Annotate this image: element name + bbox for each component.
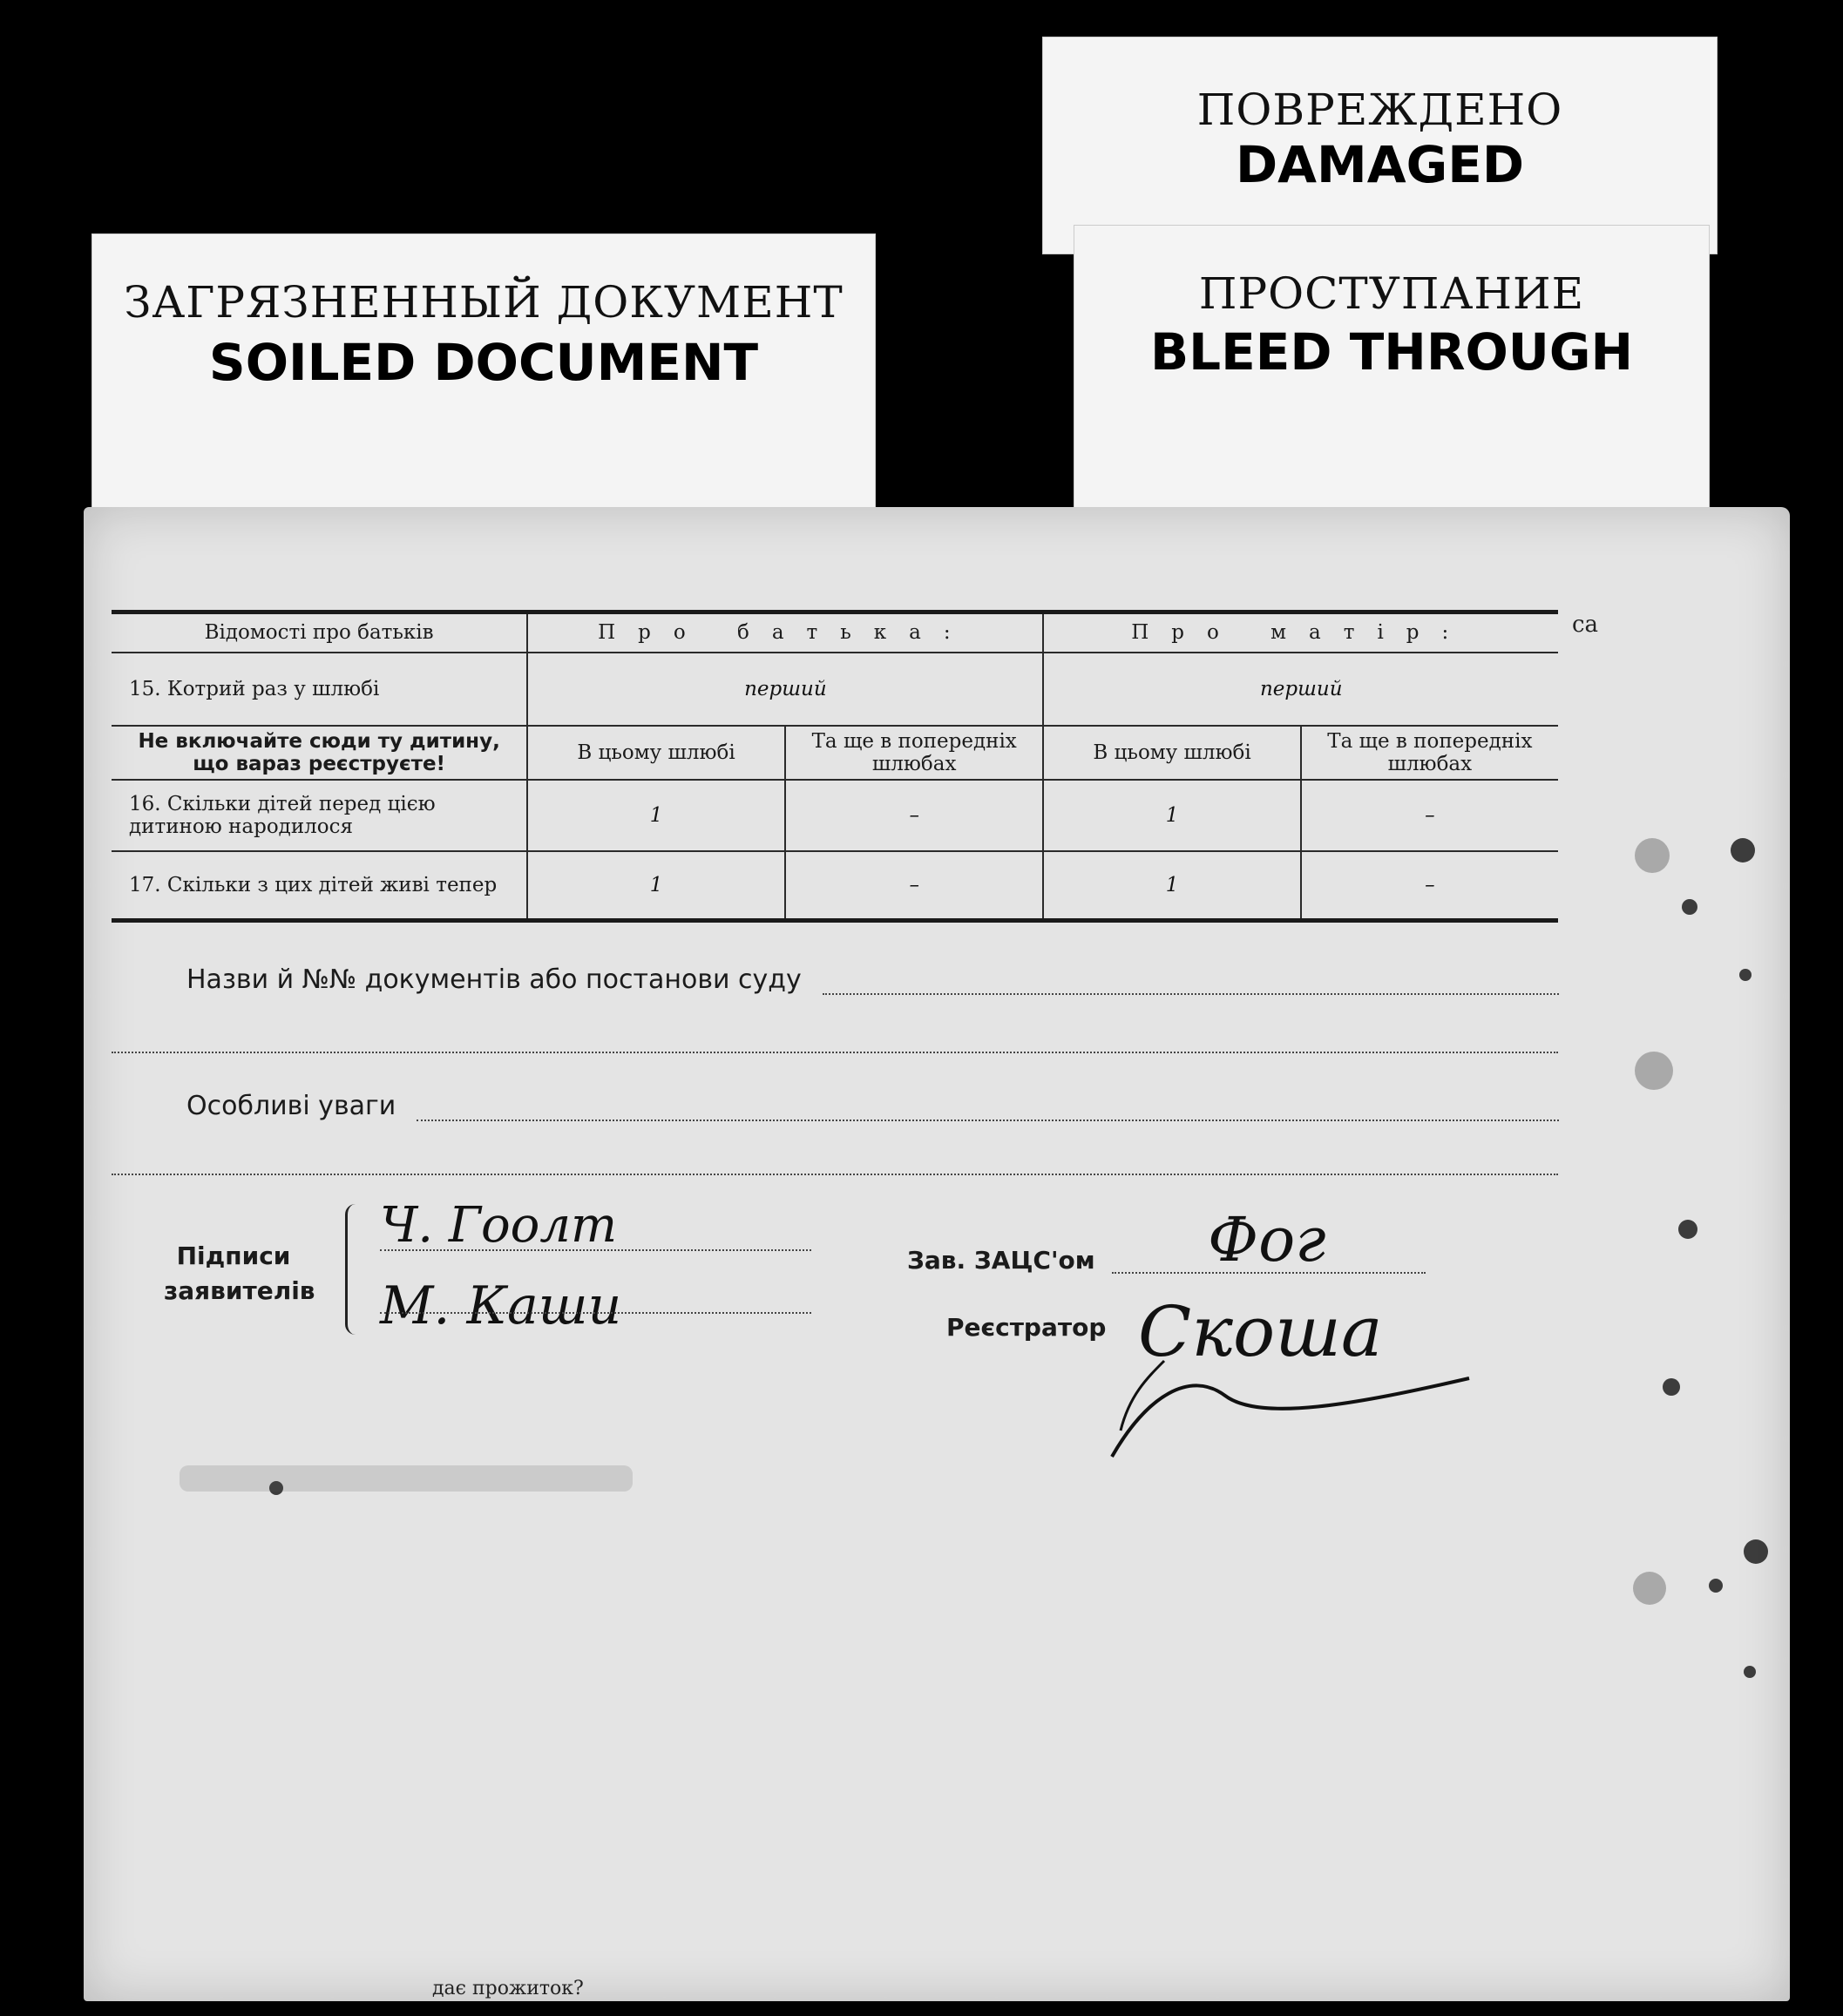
- bleed-label-en: BLEED THROUGH: [1149, 322, 1634, 382]
- head-registry-label: Зав. ЗАЦС'ом: [907, 1246, 1095, 1275]
- row16-value: 1: [1043, 780, 1300, 851]
- soiled-document-label: [91, 233, 876, 512]
- stain-mark: [180, 1465, 633, 1492]
- damaged-label-ru: ПОВРЕЖДЕНО: [1196, 85, 1563, 135]
- damaged-label-en: DAMAGED: [1235, 135, 1524, 194]
- footer-question: дає прожиток?: [432, 1978, 584, 1999]
- row17-label: 17. Скільки з цих дітей живі тепер: [112, 851, 527, 921]
- applicants-label-line2: заявителів: [164, 1276, 315, 1305]
- row17-value: 1: [1043, 851, 1300, 921]
- signature-line: [1112, 1272, 1426, 1274]
- applicant-signature-1: Ч. Гоолт: [380, 1197, 618, 1254]
- stain-mark: [1635, 1052, 1673, 1090]
- documents-dotted-line: [823, 991, 1559, 995]
- row17-value: –: [785, 851, 1044, 921]
- applicant-signature-2: М. Каши: [380, 1275, 622, 1336]
- document-page: [84, 507, 1790, 2001]
- stain-mark: [1744, 1539, 1768, 1564]
- row15-mother-value: перший: [1043, 653, 1558, 726]
- registrar-label: Реєстратор: [946, 1313, 1107, 1342]
- parents-info-table: [112, 610, 1558, 923]
- corner-mark: са: [1572, 612, 1599, 638]
- stain-mark: [1633, 1572, 1666, 1605]
- dotted-line: [112, 1174, 1558, 1175]
- row16-value: –: [1301, 780, 1558, 851]
- signature-brace: [345, 1204, 365, 1335]
- header-mother: Про матір:: [1043, 612, 1558, 653]
- sub-father-previous-marriages: Та ще в попередніх шлюбах: [785, 726, 1044, 780]
- stain-mark: [1731, 838, 1755, 863]
- remarks-line: [186, 1091, 1559, 1121]
- row17-value: –: [1301, 851, 1558, 921]
- sub-mother-previous-marriages: Та ще в попередніх шлюбах: [1301, 726, 1558, 780]
- stain-mark: [1678, 1220, 1697, 1239]
- stain-mark: [1682, 899, 1697, 915]
- documents-label: Назви й №№ документів або постанови суду: [186, 964, 802, 995]
- stain-mark: [1709, 1579, 1723, 1593]
- stain-mark: [1739, 969, 1752, 981]
- dotted-line: [112, 1052, 1558, 1053]
- header-parents-info: Відомості про батьків: [112, 612, 527, 653]
- registrar-signature: Скоша: [1138, 1291, 1383, 1372]
- soiled-label-ru: ЗАГРЯЗНЕННЫЙ ДОКУМЕНТ: [124, 277, 844, 328]
- row16-value: –: [785, 780, 1044, 851]
- stain-mark: [1663, 1378, 1680, 1396]
- applicants-signature-label: [164, 1239, 315, 1309]
- sub-father-this-marriage: В цьому шлюбі: [527, 726, 785, 780]
- head-signature: Фог: [1208, 1204, 1326, 1275]
- row15-father-value: перший: [527, 653, 1043, 726]
- header-father: Про батька:: [527, 612, 1043, 653]
- remarks-label: Особливі уваги: [186, 1091, 396, 1121]
- signature-flourish: [1094, 1343, 1487, 1465]
- damaged-label: [1042, 37, 1718, 254]
- row16-label: 16. Скільки дітей перед цією дитиною народилося: [112, 780, 527, 851]
- documents-line: [186, 964, 1559, 995]
- bleed-label-ru: ПРОСТУПАНИЕ: [1198, 268, 1585, 319]
- exclude-child-note: Не включайте сюди ту дитину, що вараз реєструєте!: [112, 726, 527, 780]
- stain-mark: [1635, 838, 1670, 873]
- soiled-label-en: SOILED DOCUMENT: [208, 333, 759, 392]
- row16-value: 1: [527, 780, 785, 851]
- signature-line: [380, 1312, 811, 1314]
- remarks-dotted-line: [417, 1118, 1559, 1121]
- sub-mother-this-marriage: В цьому шлюбі: [1043, 726, 1300, 780]
- bleed-through-label: [1074, 225, 1710, 508]
- applicants-label-line1: Підписи: [176, 1241, 291, 1270]
- stain-mark: [1744, 1666, 1756, 1678]
- signature-line: [380, 1249, 811, 1251]
- row17-value: 1: [527, 851, 785, 921]
- row15-label: 15. Котрий раз у шлюбі: [112, 653, 527, 726]
